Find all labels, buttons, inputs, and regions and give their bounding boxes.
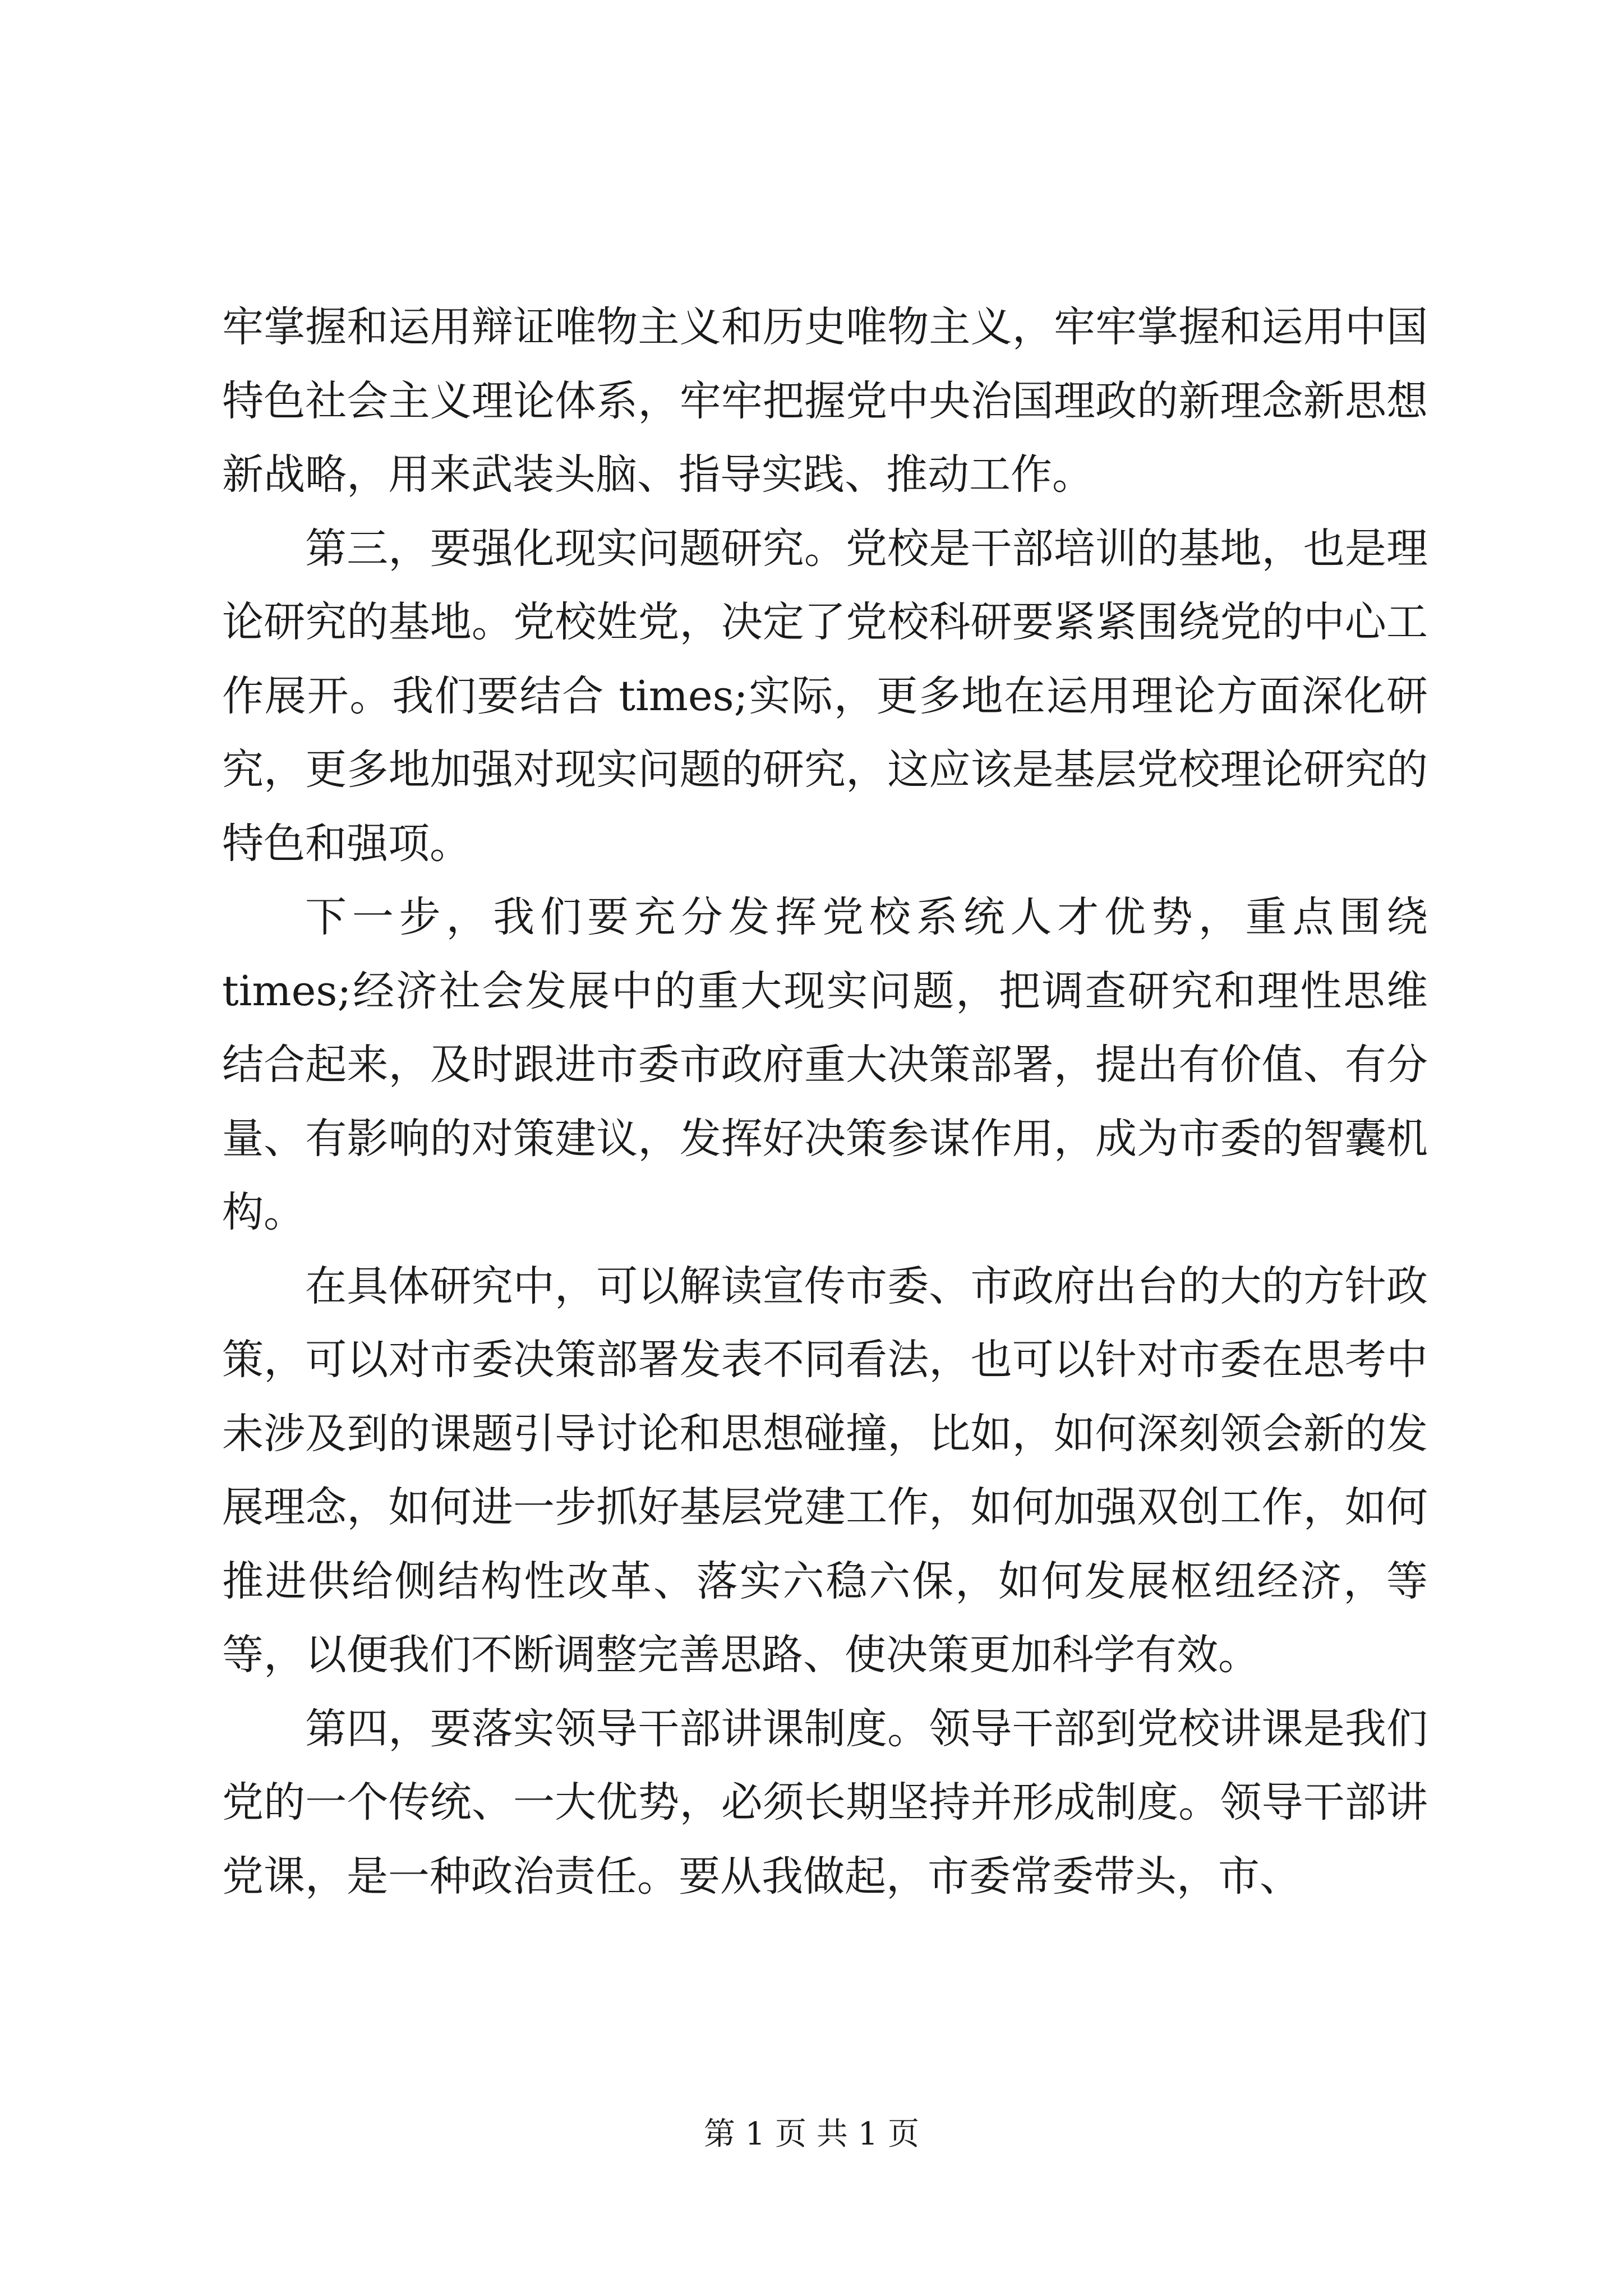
page-number-label: 第 1 页 共 1 页 bbox=[703, 2116, 920, 2152]
page-footer bbox=[0, 2115, 1623, 2154]
paragraph-3: 下一步，我们要充分发挥党校系统人才优势，重点围绕times;经济社会发展中的重大现实问题，把调查研究和理性思维结合起来，及时跟进市委市政府重大决策部署，提出有价值、有分量、有影响的对策建议，发挥好决策参谋作用，成为市委的智囊机构。 bbox=[222, 893, 1428, 1236]
document-body bbox=[222, 291, 1428, 1913]
paragraph-4: 在具体研究中，可以解读宣传市委、市政府出台的大的方针政策，可以对市委决策部署发表不同看法，也可以针对市委在思考中未涉及到的课题引导讨论和思想碰撞，比如，如何深刻领会新的发展理念，如何进一步抓好基层党建工作，如何加强双创工作，如何推进供给侧结构性改革、落实六稳六保，如何发展枢纽经济，等等，以便我们不断调整完善思路、使决策更加科学有效。 bbox=[222, 1262, 1428, 1679]
paragraph-1: 牢掌握和运用辩证唯物主义和历史唯物主义，牢牢掌握和运用中国特色社会主义理论体系，牢牢把握党中央治国理政的新理念新思想新战略，用来武装头脑、指导实践、推动工作。 bbox=[222, 303, 1428, 499]
paragraph-2: 第三，要强化现实问题研究。党校是干部培训的基地，也是理论研究的基地。党校姓党，决定了党校科研要紧紧围绕党的中心工作展开。我们要结合 times;实际，更多地在运用理论方面深化研究，更多地加强对现实问题的研究，这应该是基层党校理论研究的特色和强项。 bbox=[222, 524, 1428, 868]
paragraph-5: 第四，要落实领导干部讲课制度。领导干部到党校讲课是我们党的一个传统、一大优势，必须长期坚持并形成制度。领导干部讲党课，是一种政治责任。要从我做起，市委常委带头，市、 bbox=[222, 1704, 1428, 1901]
